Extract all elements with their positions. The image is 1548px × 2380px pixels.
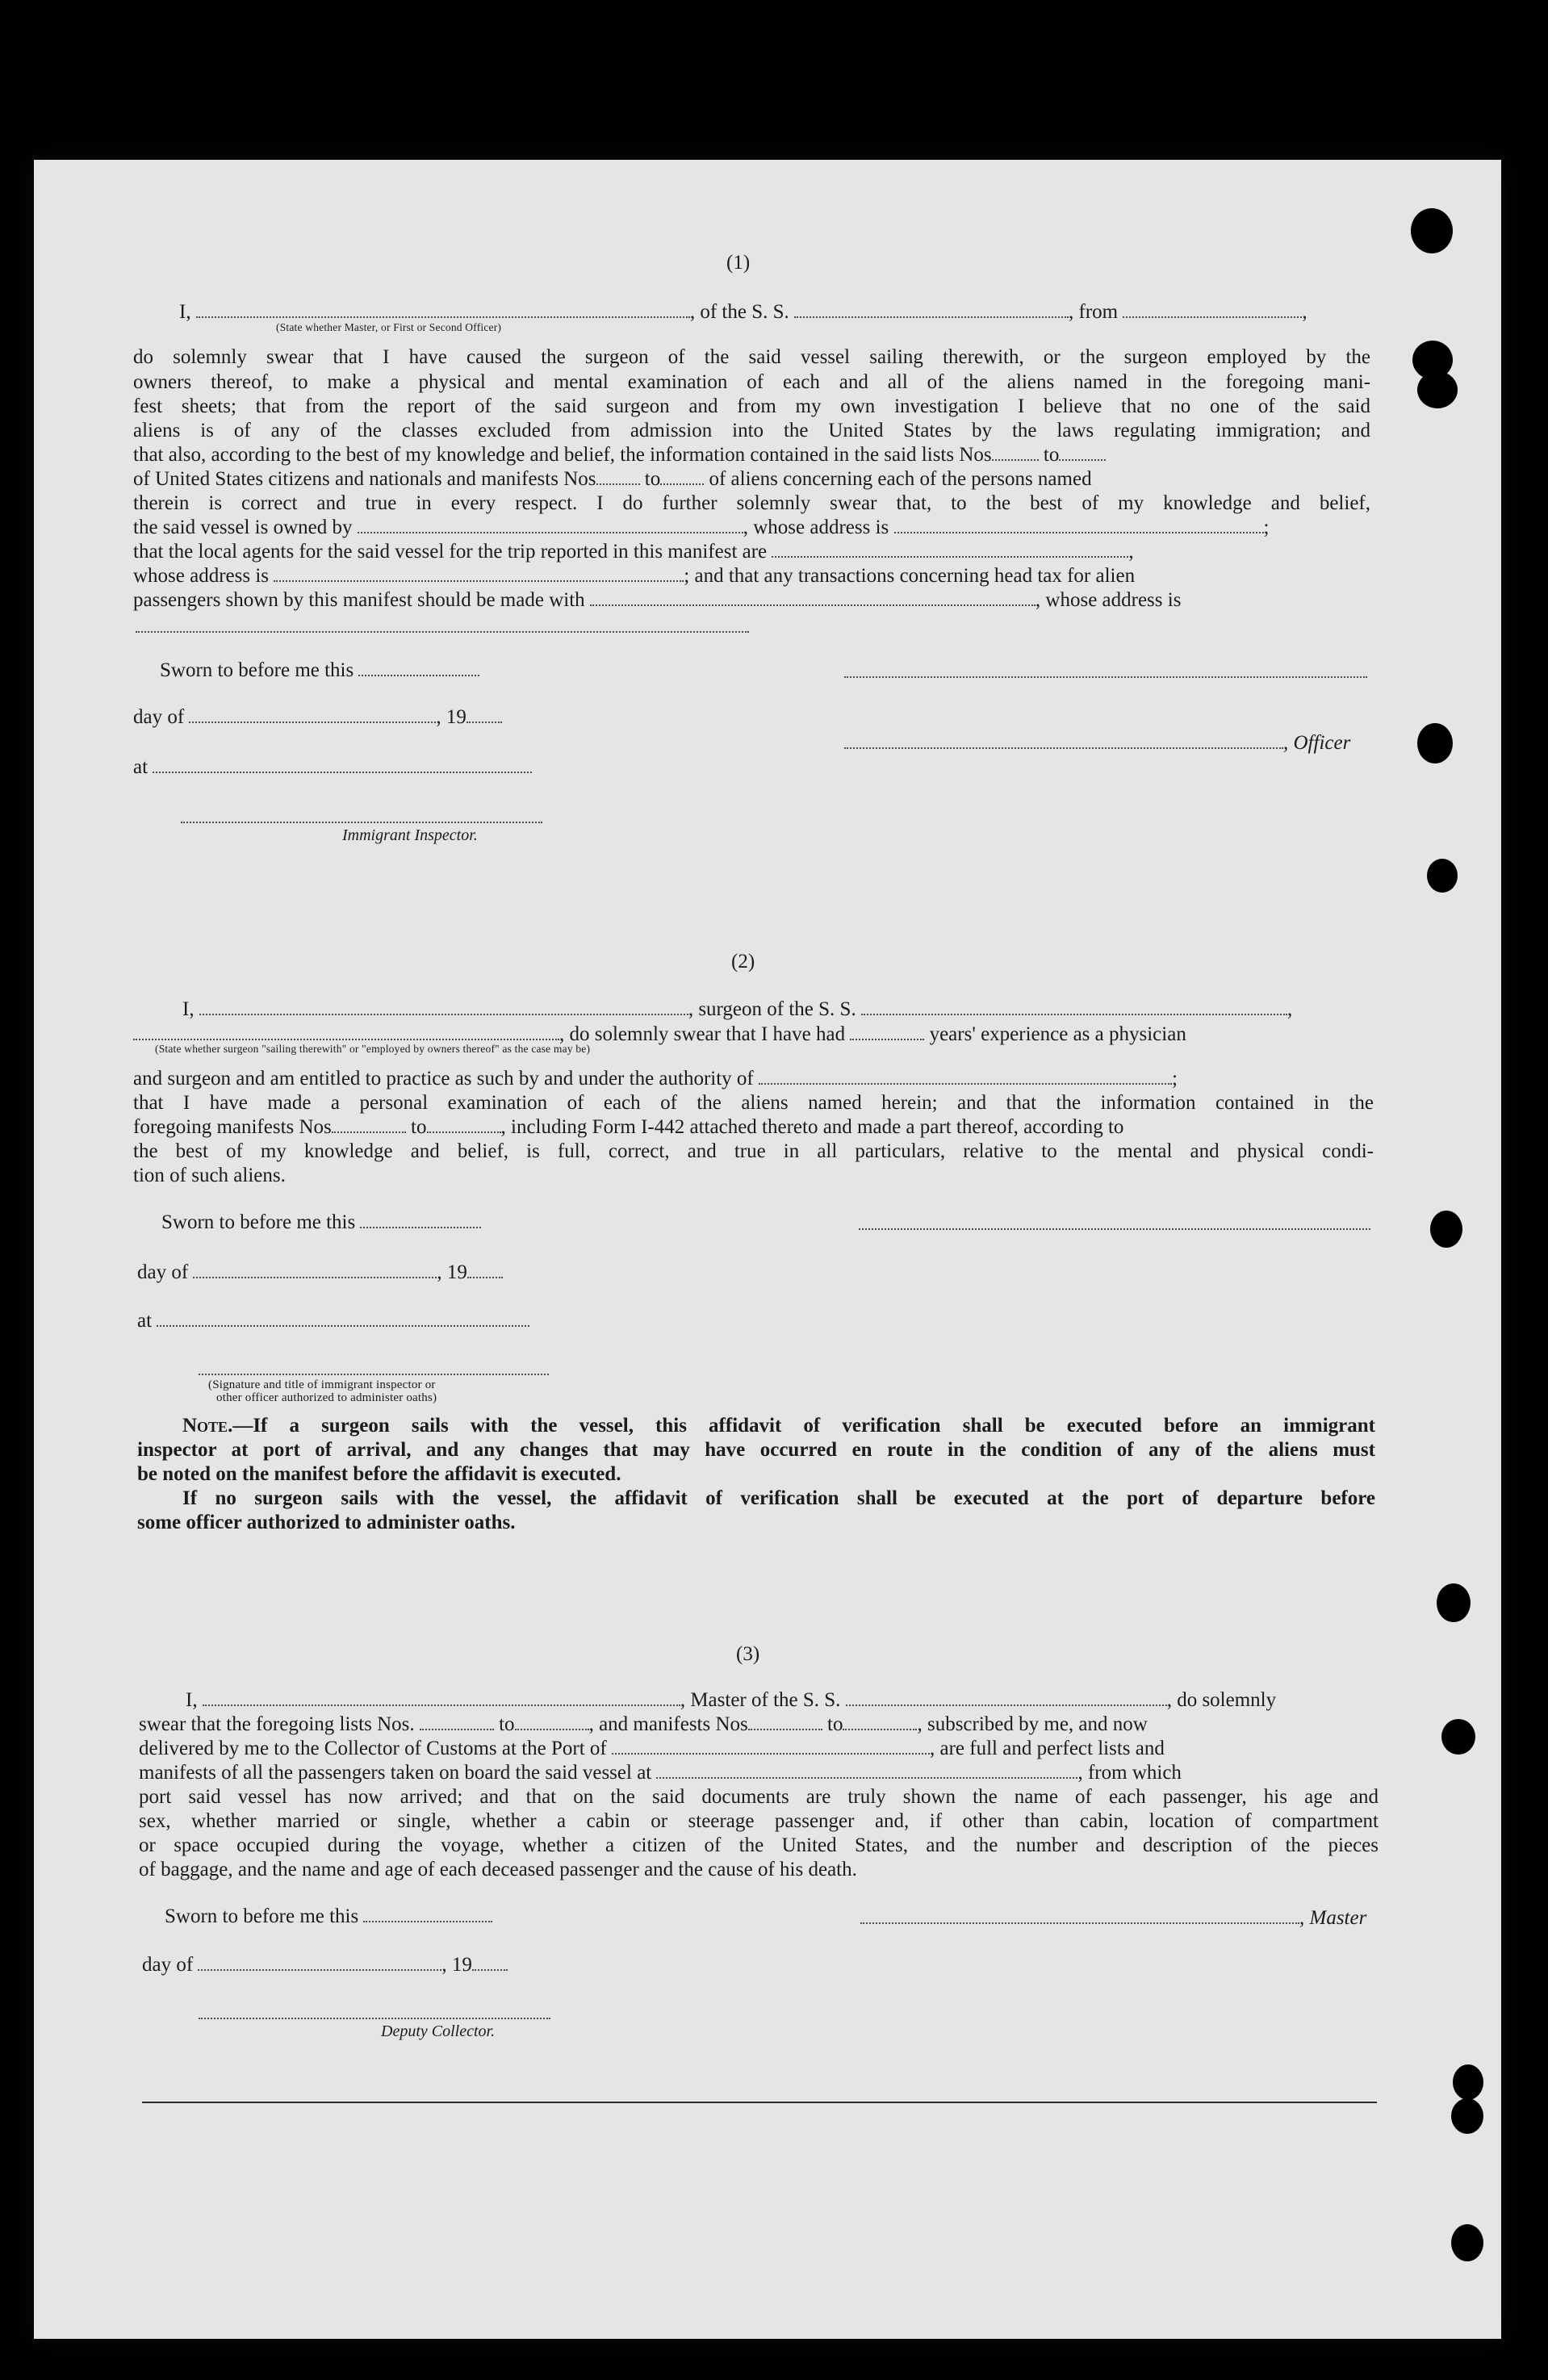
- section-3-lists-line: [139, 1713, 1148, 1737]
- punctuation: ,: [1302, 301, 1307, 323]
- at-label: at: [137, 1310, 153, 1332]
- officer-field[interactable]: [844, 731, 1283, 749]
- note-line: be noted on the manifest before the affidavit is executed.: [137, 1463, 621, 1485]
- officer-name-field[interactable]: [196, 300, 690, 318]
- section-2-authority-line: [133, 1067, 1178, 1091]
- section-3-line: or space occupied during the voyage, whether a citizen of the United States, and the number and description of the pieces: [139, 1834, 1379, 1856]
- day-of-label: day of: [133, 706, 185, 728]
- section-1-line: fest sheets; that from the report of the said surgeon and from my own investigation I believe that no one of the said: [133, 395, 1370, 417]
- collector-signature-field[interactable]: [199, 2018, 550, 2019]
- day-of-line: [137, 1261, 503, 1285]
- section-1-passengers-line: [133, 588, 1181, 613]
- surgeon-signature-field[interactable]: [859, 1228, 1370, 1230]
- section-3-line: of baggage, and the name and age of each deceased passenger and the cause of his death.: [139, 1859, 857, 1880]
- lists-nos-label: swear that the foregoing lists Nos.: [139, 1713, 415, 1735]
- section-1-line: owners thereof, to make a physical and mental examination of each and all of the aliens named in the foregoing mani-: [133, 371, 1370, 393]
- surgeon-name-field[interactable]: [199, 998, 688, 1015]
- sworn-label: Sworn to before me this: [165, 1905, 359, 1927]
- authority-field[interactable]: [759, 1067, 1172, 1085]
- head-tax-address-field[interactable]: [136, 631, 749, 633]
- to-label: to: [411, 1116, 427, 1138]
- collector-caption: Deputy Collector.: [381, 2022, 496, 2040]
- day-of-line: [142, 1953, 508, 1977]
- manifests-nos-label: foregoing manifests Nos: [133, 1116, 332, 1138]
- sworn-line: [161, 1211, 481, 1235]
- section-1-line: therein is correct and true in every respect. I do further solemnly swear that, to the best of my knowledge and belief,: [133, 492, 1370, 514]
- master-line: [860, 1906, 1366, 1930]
- i-label: I,: [186, 1689, 198, 1711]
- solemnly-swear-label: , do solemnly swear that I have had: [559, 1023, 846, 1045]
- year-label: , 19: [436, 706, 466, 728]
- section-2-line: the best of my knowledge and belief, is full, correct, and true in all particulars, relative to the mental and physical condi-: [133, 1140, 1374, 1162]
- years-experience-field[interactable]: [850, 1023, 924, 1040]
- manifests-nos-to-field[interactable]: [843, 1713, 917, 1730]
- from-which-label: , from which: [1077, 1762, 1182, 1784]
- section-3-port-line: [139, 1737, 1165, 1761]
- binder-hole: [1411, 208, 1453, 253]
- local-agents-field[interactable]: [772, 540, 1128, 558]
- port-field[interactable]: [612, 1737, 930, 1755]
- surgeon-status-field[interactable]: [133, 1023, 559, 1040]
- section-1-address-line: [133, 564, 1135, 588]
- aliens-label: of aliens concerning each of the persons named: [709, 468, 1092, 490]
- owner-address-field[interactable]: [894, 516, 1264, 533]
- lists-nos-from-field[interactable]: [992, 443, 1039, 461]
- to-label: to: [827, 1713, 843, 1735]
- year-label: , 19: [437, 1261, 467, 1283]
- binder-hole: [1453, 2064, 1483, 2100]
- experience-label: years' experience as a physician: [929, 1023, 1186, 1045]
- note-line: inspector at port of arrival, and any changes that may have occurred en route in the condition of any of the aliens must: [137, 1439, 1375, 1461]
- place-field[interactable]: [153, 755, 532, 773]
- sworn-line: [160, 659, 479, 683]
- section-2-surgeon-line: [182, 998, 1292, 1022]
- section-1-lists-line: [133, 443, 1106, 467]
- passengers-label: passengers shown by this manifest should be made with: [133, 589, 585, 611]
- lists-nos-from-field[interactable]: [420, 1713, 494, 1730]
- section-3-board-line: [139, 1761, 1182, 1785]
- at-label: at: [133, 756, 149, 778]
- owner-field[interactable]: [358, 516, 743, 533]
- section-1-heading: (1): [726, 252, 751, 274]
- day-of-label: day of: [137, 1261, 189, 1283]
- inspector-signature-field[interactable]: [181, 822, 542, 823]
- binder-hole: [1417, 723, 1453, 763]
- signature-caption: (Signature and title of immigrant inspector or: [208, 1378, 436, 1391]
- note-line: If no surgeon sails with the vessel, the affidavit of verification shall be executed at the port of departure before: [182, 1487, 1375, 1509]
- day-of-label: day of: [142, 1954, 194, 1976]
- month-field[interactable]: [193, 1261, 437, 1278]
- binder-hole: [1417, 371, 1458, 408]
- section-2-heading: (2): [731, 951, 755, 972]
- master-of-label: , Master of the S. S.: [680, 1689, 841, 1711]
- section-1-line: do solemnly swear that I have caused the surgeon of the said vessel sailing therewith, or the surgeon employed by the: [133, 346, 1370, 368]
- inspector-signature-field[interactable]: [199, 1374, 549, 1375]
- to-label: to: [499, 1713, 515, 1735]
- taken-on-board-label: manifests of all the passengers taken on board the said vessel at: [139, 1762, 652, 1784]
- surgeon-of-label: , surgeon of the S. S.: [688, 998, 856, 1020]
- binder-hole: [1451, 2224, 1483, 2261]
- manifests-nos-from-field[interactable]: [332, 1115, 406, 1133]
- inspector-caption: Immigrant Inspector.: [342, 826, 478, 844]
- officer-signature-field[interactable]: [844, 676, 1367, 678]
- to-label: to: [644, 468, 661, 490]
- head-tax-agent-field[interactable]: [590, 588, 1035, 606]
- master-signature-field[interactable]: [860, 1906, 1299, 1924]
- note-line: [182, 1414, 1375, 1438]
- i-label: I,: [179, 301, 191, 323]
- punctuation: ;: [1172, 1068, 1178, 1090]
- departure-port-field[interactable]: [656, 1761, 1077, 1779]
- master-name-field[interactable]: [203, 1688, 680, 1706]
- form-label: , including Form I-442 attached thereto and made a part thereof, according to: [500, 1116, 1124, 1138]
- lists-nos-label: that also, according to the best of my knowledge and belief, the information contained in the said lists Nos: [133, 444, 992, 466]
- binder-hole: [1451, 2098, 1483, 2134]
- solemnly-label: , do solemnly: [1166, 1689, 1277, 1711]
- binder-hole: [1441, 1719, 1475, 1755]
- lists-nos-to-field[interactable]: [1059, 443, 1106, 461]
- binder-hole: [1430, 1211, 1462, 1248]
- manifests-nos-to-field[interactable]: [660, 467, 704, 485]
- manifests-nos-label: of United States citizens and nationals and manifests Nos: [133, 468, 596, 490]
- section-3-line: port said vessel has now arrived; and that on the said documents are truly shown the name of each passenger, his age and: [139, 1786, 1379, 1808]
- section-1-owned-line: [133, 516, 1269, 540]
- i-label: I,: [182, 998, 195, 1020]
- note-line: some officer authorized to administer oaths.: [137, 1512, 516, 1533]
- lists-nos-to-field[interactable]: [515, 1713, 589, 1730]
- section-1-line: aliens is of any of the classes excluded from admission into the United States by the laws regulating immigration; and: [133, 420, 1370, 441]
- full-lists-label: , are full and perfect lists and: [930, 1738, 1165, 1759]
- section-2-manifests-line: [133, 1115, 1123, 1140]
- month-field[interactable]: [189, 705, 436, 723]
- punctuation: ;: [1263, 517, 1270, 538]
- surgeon-vessel-field[interactable]: [861, 998, 1287, 1015]
- manifests-nos-from-field[interactable]: [748, 1713, 822, 1730]
- year-field[interactable]: [467, 1261, 503, 1278]
- of-the-ss-label: , of the S. S.: [689, 301, 789, 323]
- section-3-master-line: [186, 1688, 1276, 1713]
- authority-label: and surgeon and am entitled to practice as such by and under the authority of: [133, 1068, 754, 1090]
- whose-address-label: , whose address is: [743, 517, 889, 538]
- manifests-nos-label: , and manifests Nos: [588, 1713, 748, 1735]
- officer-label: , Officer: [1283, 732, 1351, 754]
- bottom-rule: [142, 2102, 1377, 2103]
- officer-caption: (State whether Master, or First or Second Officer): [276, 321, 502, 333]
- sworn-label: Sworn to before me this: [161, 1211, 356, 1233]
- binder-hole: [1427, 859, 1458, 893]
- section-3-line: sex, whether married or single, whether a cabin or steerage passenger and, if other than cabin, location of compartment: [139, 1810, 1379, 1832]
- sworn-day-field[interactable]: [358, 659, 479, 676]
- manifests-nos-from-field[interactable]: [596, 467, 640, 485]
- place-field[interactable]: [157, 1309, 529, 1327]
- agents-address-field[interactable]: [274, 564, 684, 582]
- note-text: —If a surgeon sails with the vessel, this affidavit of verification shall be executed before an immigrant: [232, 1415, 1375, 1437]
- year-field[interactable]: [472, 1953, 508, 1971]
- signature-caption: other officer authorized to administer oaths): [216, 1391, 437, 1404]
- at-line: [137, 1309, 529, 1333]
- sworn-label: Sworn to before me this: [160, 659, 354, 681]
- owned-by-label: the said vessel is owned by: [133, 517, 353, 538]
- head-tax-label: ; and that any transactions concerning head tax for alien: [684, 565, 1136, 587]
- sworn-day-field[interactable]: [363, 1905, 492, 1922]
- local-agents-label: that the local agents for the said vessel for the trip reported in this manifest are: [133, 541, 768, 563]
- section-3-heading: (3): [736, 1643, 760, 1665]
- section-2-line: that I have made a personal examination of each of the aliens named herein; and that the information contained in the: [133, 1092, 1374, 1114]
- month-field[interactable]: [198, 1953, 441, 1971]
- section-1-agents-line: [133, 540, 1134, 564]
- officer-line: [844, 731, 1350, 755]
- section-2-line: tion of such aliens.: [133, 1165, 286, 1186]
- binder-hole: [1437, 1583, 1471, 1622]
- year-field[interactable]: [466, 705, 502, 723]
- to-label: to: [1043, 444, 1060, 466]
- day-of-line: [133, 705, 502, 730]
- collector-port-label: delivered by me to the Collector of Customs at the Port of: [139, 1738, 607, 1759]
- manifests-nos-to-field[interactable]: [427, 1115, 501, 1133]
- punctuation: ,: [1128, 541, 1134, 563]
- sworn-line: [165, 1905, 492, 1929]
- whose-address-label: , whose address is: [1035, 589, 1182, 611]
- from-port-field[interactable]: [1123, 300, 1302, 318]
- sworn-day-field[interactable]: [360, 1211, 481, 1228]
- from-label: , from: [1069, 301, 1119, 323]
- master-label: , Master: [1299, 1907, 1367, 1929]
- punctuation: ,: [1287, 998, 1293, 1020]
- section-1-citizens-line: [133, 467, 1092, 491]
- master-vessel-field[interactable]: [846, 1688, 1167, 1706]
- note-label: Note.: [182, 1415, 233, 1437]
- whose-address-label: whose address is: [133, 565, 270, 587]
- vessel-name-field[interactable]: [794, 300, 1069, 318]
- surgeon-caption: (State whether surgeon "sailing therewith" or "employed by owners thereof" as the case may be): [155, 1043, 591, 1055]
- at-line: [133, 755, 532, 780]
- subscribed-label: , subscribed by me, and now: [917, 1713, 1148, 1735]
- year-label: , 19: [441, 1954, 472, 1976]
